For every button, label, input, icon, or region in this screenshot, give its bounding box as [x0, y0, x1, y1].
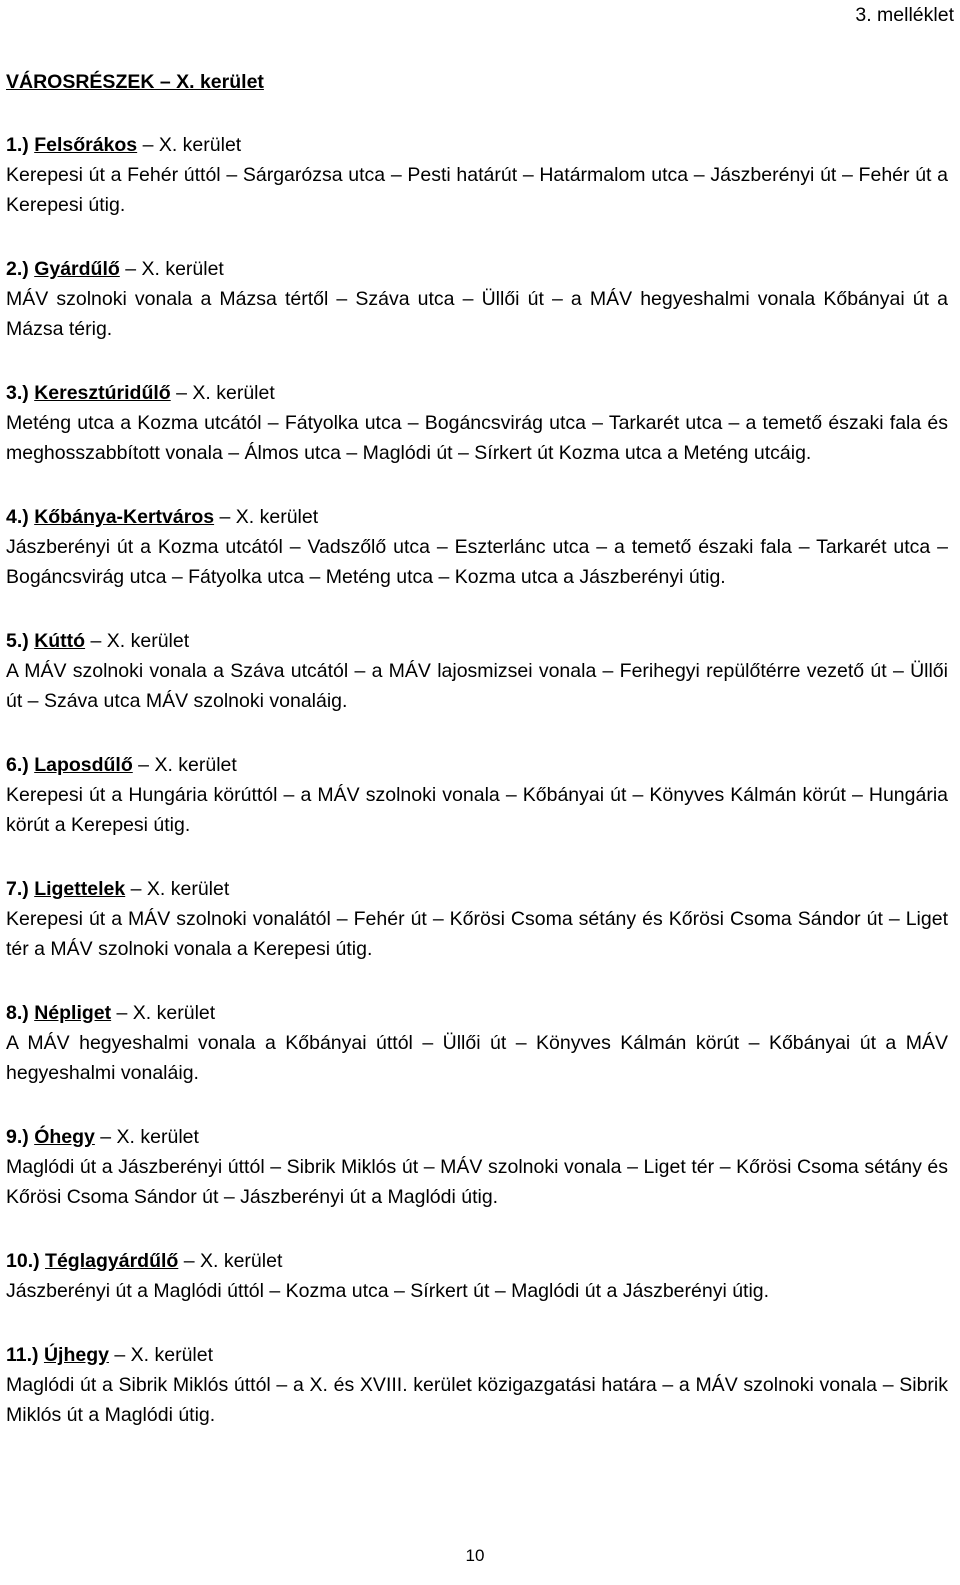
district-section: [6, 1246, 948, 1306]
section-district: – X. kerület: [108, 1344, 214, 1366]
page-title: VÁROSRÉSZEK – X. kerület: [6, 71, 264, 93]
district-section: [6, 626, 948, 716]
section-heading: [6, 874, 948, 904]
section-spacer: [6, 716, 948, 750]
section-name: Téglagyárdűlő: [45, 1250, 179, 1272]
section-heading: [6, 1246, 948, 1276]
district-section: [6, 130, 948, 220]
section-description: Kerepesi út a Fehér úttól – Sárgarózsa utca – Pesti határút – Határmalom utca – Jászberényi út – Fehér út a Kerepesi útig.: [6, 164, 948, 216]
section-district: – X. kerület: [178, 1250, 283, 1272]
section-district: – X. kerület: [85, 630, 190, 652]
section-description: Jászberényi út a Maglódi úttól – Kozma utca – Sírkert út – Maglódi út a Jászberényi útig.: [6, 1280, 770, 1302]
section-description: A MÁV szolnoki vonala a Száva utcától – a MÁV lajosmizsei vonala – Ferihegyi repülőtérre vezető út – Üllői út – Száva utca MÁV szolnoki vonaláig.: [6, 660, 948, 712]
district-section: [6, 998, 948, 1088]
section-number: 10.): [6, 1250, 40, 1272]
section-number-name: [6, 1002, 111, 1024]
section-heading: [6, 1340, 948, 1370]
section-number: 3.): [6, 382, 29, 404]
section-name: Újhegy: [43, 1344, 109, 1366]
section-spacer: [6, 592, 948, 626]
section-number: 5.): [6, 630, 29, 652]
page-number: 10: [465, 1546, 485, 1565]
district-section: [6, 1122, 948, 1212]
section-district: – X. kerület: [170, 382, 275, 404]
section-number-name: [6, 134, 137, 156]
section-number: 8.): [6, 1002, 29, 1024]
annex-label: 3. melléklet: [855, 4, 954, 26]
section-number: 2.): [6, 258, 29, 280]
section-spacer: [6, 220, 948, 254]
section-number: 6.): [6, 754, 29, 776]
section-district: – X. kerület: [214, 506, 319, 528]
section-number-name: [6, 258, 120, 280]
section-number: 11.): [6, 1344, 39, 1366]
section-district: – X. kerület: [111, 1002, 216, 1024]
section-heading: [6, 378, 948, 408]
section-list: [6, 130, 948, 1430]
section-description: Jászberényi út a Kozma utcától – Vadszőlő utca – Eszterlánc utca – a temető északi fala – Tarkarét utca – Bogáncsvirág utca – Fátyolka utca – Meténg utca – Kozma utca a Jászberényi útig.: [6, 536, 948, 588]
section-description: A MÁV hegyeshalmi vonala a Kőbányai úttól – Üllői út – Könyves Kálmán körút – Kőbányai út a MÁV hegyeshalmi vonaláig.: [6, 1032, 948, 1084]
section-spacer: [6, 840, 948, 874]
section-name: Felsőrákos: [34, 134, 138, 156]
section-district: – X. kerület: [132, 754, 237, 776]
section-spacer: [6, 964, 948, 998]
section-spacer: [6, 1306, 948, 1340]
section-name: Keresztúridűlő: [34, 382, 171, 404]
section-name: Óhegy: [34, 1126, 95, 1148]
district-section: [6, 254, 948, 344]
section-number: 9.): [6, 1126, 29, 1148]
section-spacer: [6, 468, 948, 502]
section-number-name: [6, 754, 133, 776]
section-name: Gyárdűlő: [34, 258, 120, 280]
section-name: Népliget: [34, 1002, 112, 1024]
section-heading: [6, 626, 948, 656]
section-name: Kőbánya-Kertváros: [34, 506, 215, 528]
section-district: – X. kerület: [119, 258, 224, 280]
section-heading: [6, 254, 948, 284]
section-description: Meténg utca a Kozma utcától – Fátyolka utca – Bogáncsvirág utca – Tarkarét utca – a temető északi fala és meghosszabbított vonala – Álmos utca – Maglódi út – Sírkert út Kozma utca a Meténg utcáig.: [6, 412, 948, 464]
section-spacer: [6, 1088, 948, 1122]
district-section: [6, 1340, 948, 1430]
section-description: Maglódi út a Sibrik Miklós úttól – a X. és XVIII. kerület közigazgatási határa – a MÁV szolnoki vonala – Sibrik Miklós út a Maglódi útig.: [6, 1374, 948, 1426]
section-number-name: [6, 1250, 178, 1272]
section-district: – X. kerület: [94, 1126, 199, 1148]
section-district: – X. kerület: [137, 134, 242, 156]
section-number: 1.): [6, 134, 29, 156]
section-number: 7.): [6, 878, 29, 900]
section-spacer: [6, 344, 948, 378]
section-description: MÁV szolnoki vonala a Mázsa tértől – Száva utca – Üllői út – a MÁV hegyeshalmi vonala Kőbányai út a Mázsa térig.: [6, 288, 948, 340]
section-heading: [6, 1122, 948, 1152]
section-description: Kerepesi út a MÁV szolnoki vonalától – Fehér út – Kőrösi Csoma sétány és Kőrösi Csoma Sándor út – Liget tér a MÁV szolnoki vonala a Kerepesi útig.: [6, 908, 948, 960]
section-district: – X. kerület: [125, 878, 230, 900]
district-section: [6, 750, 948, 840]
district-section: [6, 874, 948, 964]
section-spacer: [6, 1212, 948, 1246]
section-number-name: [6, 630, 85, 652]
district-section: [6, 502, 948, 592]
section-number-name: [6, 1126, 95, 1148]
section-heading: [6, 502, 948, 532]
section-name: Kúttó: [34, 630, 86, 652]
section-number-name: [6, 878, 125, 900]
section-number: 4.): [6, 506, 29, 528]
section-name: Laposdűlő: [34, 754, 133, 776]
section-description: Maglódi út a Jászberényi úttól – Sibrik Miklós út – MÁV szolnoki vonala – Liget tér – Kőrösi Csoma sétány és Kőrösi Csoma Sándor út – Jászberényi út a Maglódi útig.: [6, 1156, 948, 1208]
section-name: Ligettelek: [34, 878, 126, 900]
section-heading: [6, 130, 948, 160]
section-number-name: [6, 382, 171, 404]
district-section: [6, 378, 948, 468]
section-heading: [6, 998, 948, 1028]
section-description: Kerepesi út a Hungária körúttól – a MÁV szolnoki vonala – Kőbányai út – Könyves Kálmán körút – Hungária körút a Kerepesi útig.: [6, 784, 948, 836]
section-number-name: [6, 1344, 109, 1366]
section-heading: [6, 750, 948, 780]
section-number-name: [6, 506, 214, 528]
